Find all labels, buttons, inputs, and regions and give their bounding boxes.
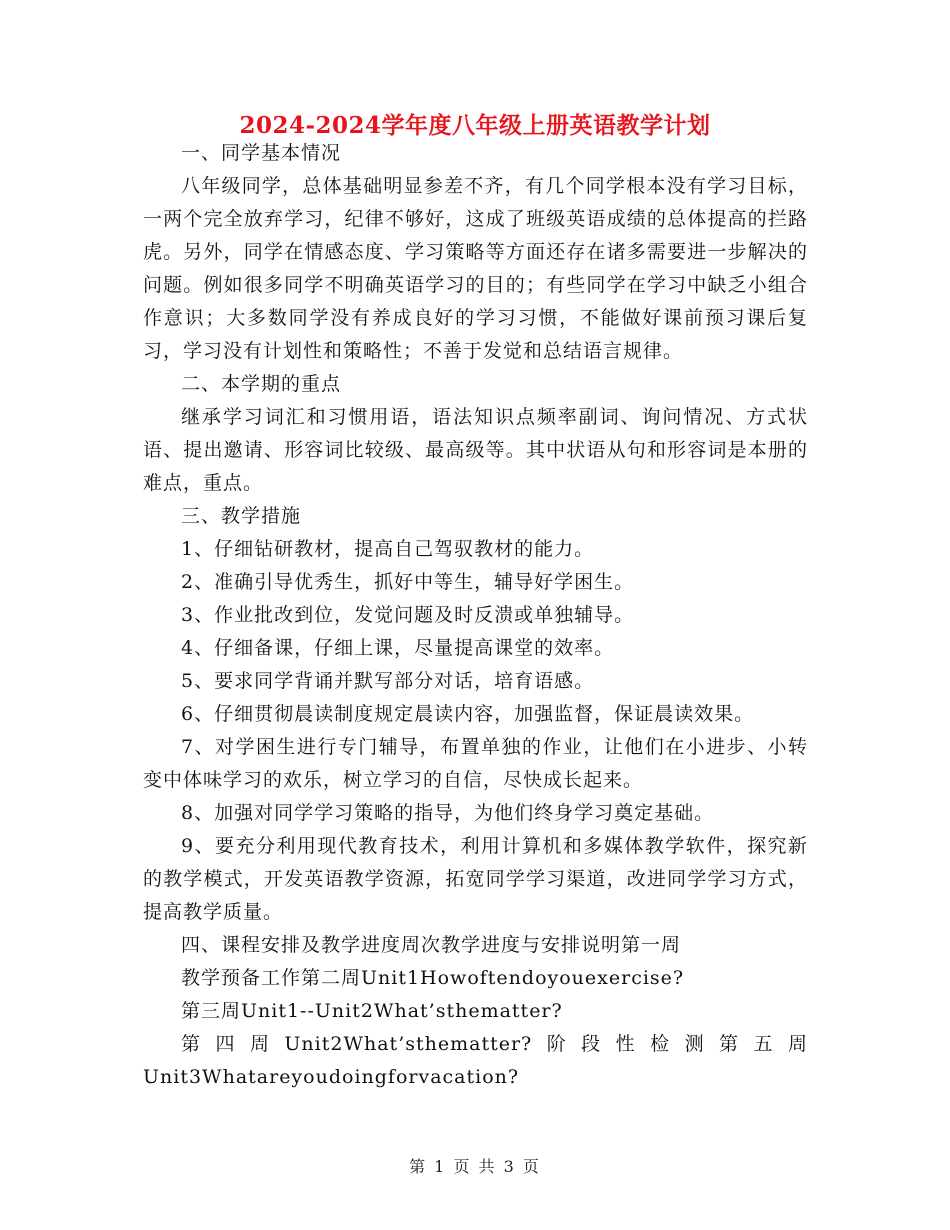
schedule-line-3: 第四周Unit2What’sthematter?阶段性检测第五周Unit3Whatareyoudoingforvacation? [143,1033,808,1088]
schedule-line-1: 教学预备工作第二周Unit1Howoftendoyouexercise? [181,967,685,989]
paragraph-key-points: 继承学习词汇和习惯用语，语法知识点频率副词、询问情况、方式状语、提出邀请、形容词比较级、最高级等。其中状语从句和形容词是本册的难点，重点。 [143,406,808,494]
page-number-footer: 第 1 页 共 3 页 [409,1157,541,1176]
section-heading-schedule: 四、课程安排及教学进度周次教学进度与安排说明第一周 [181,934,682,956]
section-heading-student-situation: 一、同学基本情况 [181,142,342,164]
measure-item-2: 2、准确引导优秀生，抓好中等生，辅导好学困生。 [181,571,635,593]
measure-item-7: 7、对学困生进行专门辅导，布置单独的作业，让他们在小进步、小转变中体味学习的欢乐，树立学习的自信，尽快成长起来。 [143,736,808,791]
measure-item-3: 3、作业批改到位，发觉问题及时反溃或单独辅导。 [181,604,635,626]
document-title: 2024-2024学年度八年级上册英语教学计划 [239,112,711,139]
measure-item-1: 1、仔细钻研教材，提高自己驾驭教材的能力。 [181,538,595,560]
measure-item-8: 8、加强对同学学习策略的指导，为他们终身学习奠定基础。 [181,802,715,824]
section-heading-teaching-measures: 三、教学措施 [181,505,302,527]
measure-item-9: 9、要充分利用现代教育技术，利用计算机和多媒体教学软件，探究新的教学模式，开发英语教学资源，拓宽同学学习渠道，改进同学学习方式，提高教学质量。 [143,835,808,923]
schedule-line-2: 第三周Unit1--Unit2What’sthematter? [181,1000,563,1022]
document-body [143,137,808,1094]
measure-item-4: 4、仔细备课，仔细上课，尽量提高课堂的效率。 [181,637,615,659]
paragraph-student-situation: 八年级同学，总体基础明显参差不齐，有几个同学根本没有学习目标，一两个完全放弃学习，纪律不够好，这成了班级英语成绩的总体提高的拦路虎。另外，同学在情感态度、学习策略等方面还存在诸多需要进一步解决的问题。例如很多同学不明确英语学习的目的；有些同学在学习中缺乏小组合作意识；大多数同学没有养成良好的学习习惯，不能做好课前预习课后复习，学习没有计划性和策略性；不善于发觉和总结语言规律。 [143,175,808,362]
measure-item-6: 6、仔细贯彻晨读制度规定晨读内容，加强监督，保证晨读效果。 [181,703,755,725]
measure-item-5: 5、要求同学背诵并默写部分对话，培育语感。 [181,670,595,692]
section-heading-key-points: 二、本学期的重点 [181,373,342,395]
